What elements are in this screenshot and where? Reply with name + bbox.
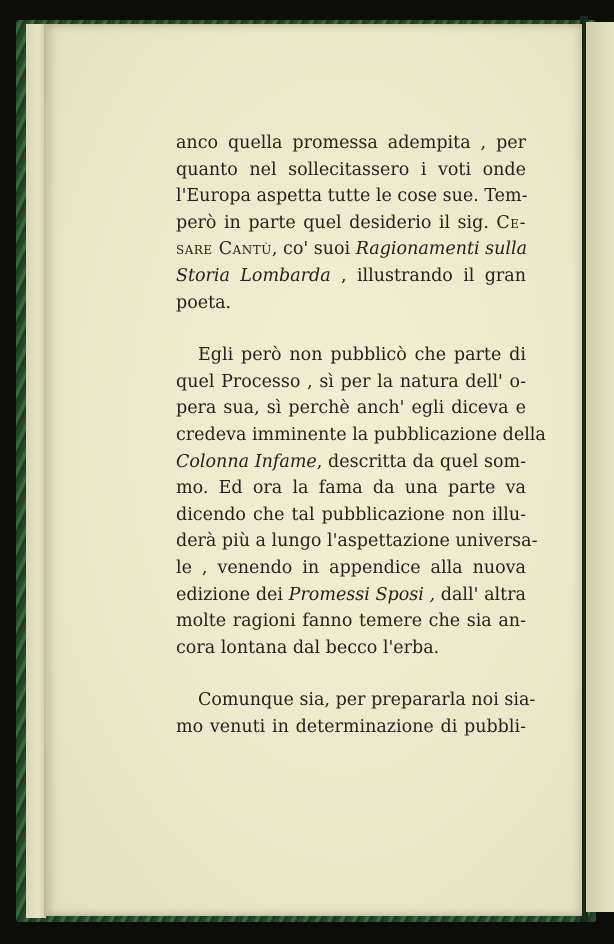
book-title-italic: Promessi Sposi , (288, 584, 436, 605)
text-line: mo venuti in determinazione di pubbli- (176, 716, 526, 737)
book-title-italic: Storia Lombarda (176, 265, 331, 286)
text-line: mo. Ed ora la fama da una parte va (176, 478, 526, 499)
text-line (176, 210, 526, 237)
text-span: però in parte quel desiderio il sig. (176, 212, 497, 233)
paragraph-2 (176, 342, 546, 661)
text-line (176, 582, 526, 609)
text-line: Comunque sia, per prepararla noi sia- (198, 690, 536, 711)
text-line: anco quella promessa adempita , per (176, 133, 526, 153)
author-name-small-caps: Ce- (496, 212, 526, 233)
text-span: edizione dei (176, 584, 289, 605)
text-span: , co' suoi (271, 239, 356, 260)
text-line: derà più a lungo l'aspettazione universa- (176, 531, 538, 552)
facing-page-edge (586, 22, 614, 912)
page-stack-edge (26, 24, 46, 918)
page-text (176, 130, 546, 766)
text-line: quel Processo , sì per la natura dell' o- (176, 371, 526, 392)
text-line: quanto nel sollecitassero i voti onde (176, 159, 526, 180)
text-line: cora lontana dal becco l'erba. (176, 637, 440, 658)
text-line: le , venendo in appendice alla nuova (176, 557, 526, 578)
text-line: l'Europa aspetta tutte le cose sue. Tem- (176, 186, 528, 207)
book-title-italic: Ragionamenti sulla (355, 239, 528, 260)
book-title-italic: Colonna Infame (176, 451, 317, 472)
paragraph-3 (176, 687, 536, 740)
text-span: , illustrando il gran (330, 265, 527, 286)
text-line: dicendo che tal pubblicazione non illu- (176, 504, 526, 525)
text-line: poeta. (176, 292, 232, 313)
text-line (176, 236, 526, 263)
text-line: Egli però non pubblicò che parte di (198, 345, 526, 366)
author-name-small-caps: sare Cantù (176, 239, 272, 260)
text-line: credeva imminente la pubblicazione della (176, 424, 546, 445)
text-line (176, 449, 526, 476)
text-span: dall' altra (435, 584, 526, 605)
text-span: , descritta da quel som- (316, 451, 526, 472)
text-line: molte ragioni fanno temere che sia an- (176, 611, 526, 632)
text-line: pera sua, sì perchè anch' egli diceva e (176, 398, 526, 419)
text-line (176, 263, 526, 290)
paragraph-1 (176, 130, 526, 316)
